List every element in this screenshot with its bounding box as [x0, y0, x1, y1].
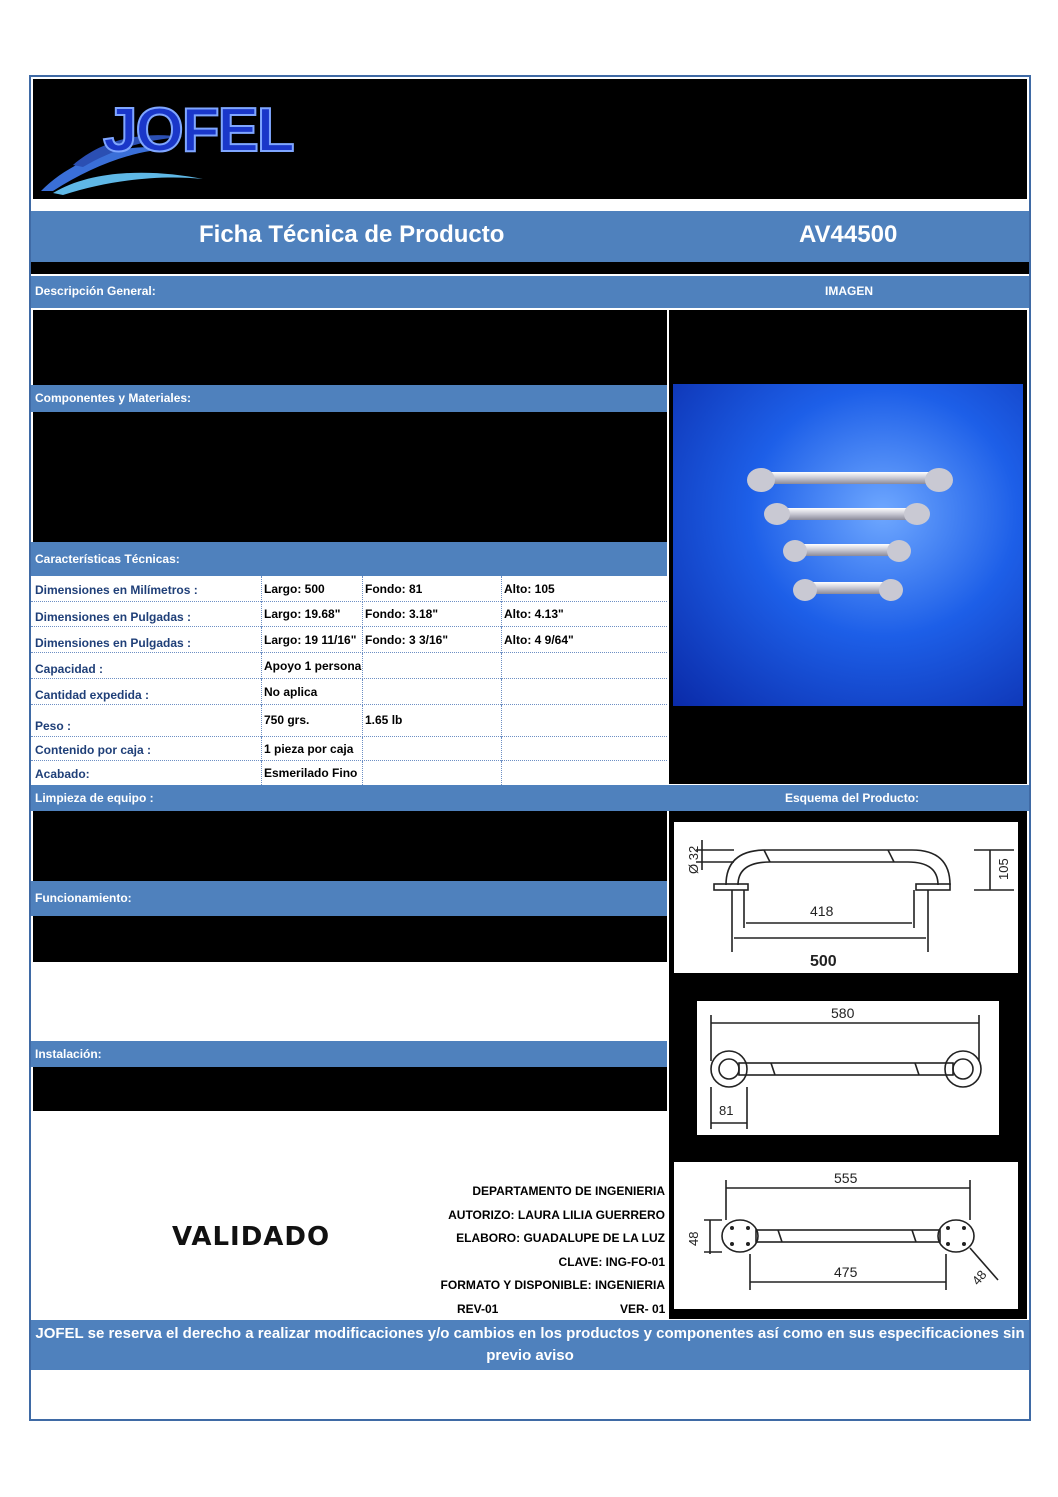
validado-stamp: VALIDADO: [172, 1222, 331, 1252]
spec-value: 750 grs.: [261, 705, 361, 737]
version-label: VER- 01: [620, 1302, 666, 1316]
limpieza-content: [33, 811, 667, 881]
section-header-instalacion: [31, 1041, 667, 1067]
spec-value: 1 pieza por caja: [261, 737, 361, 761]
spec-value: 1.65 lb: [362, 705, 500, 737]
table-row: [31, 679, 667, 705]
svg-text:48: 48: [968, 1267, 990, 1288]
disclaimer-band: [31, 1320, 1029, 1370]
spec-label: Capacidad :: [35, 662, 104, 676]
spec-value: Largo: 19.68": [261, 602, 361, 627]
label-funcionamiento: Funcionamiento:: [35, 891, 132, 905]
label-descripcion: Descripción General:: [35, 284, 156, 298]
spec-label: Dimensiones en Milímetros :: [35, 583, 198, 597]
side-view-svg: [674, 822, 1018, 973]
top-view-drawing: [697, 1001, 999, 1135]
svg-text:48: 48: [686, 1231, 701, 1246]
drawings-column: [669, 811, 1027, 1319]
validation-line: CLAVE: ING-FO-01: [558, 1255, 665, 1269]
label-imagen: IMAGEN: [825, 284, 873, 298]
spec-label: Dimensiones en Pulgadas :: [35, 636, 192, 650]
componentes-content: [33, 412, 667, 542]
svg-text:580: 580: [831, 1005, 855, 1021]
validation-line: AUTORIZO: LAURA LILIA GUERRERO: [448, 1208, 665, 1222]
svg-text:105: 105: [996, 858, 1011, 880]
title-band: [31, 211, 1029, 262]
svg-text:475: 475: [834, 1264, 858, 1280]
spec-value: Alto: 4.13": [501, 602, 667, 627]
svg-text:555: 555: [834, 1170, 858, 1186]
revision-label: REV-01: [457, 1302, 499, 1316]
top-view-svg: [697, 1001, 999, 1135]
section-header-componentes: [31, 385, 667, 412]
base-view-svg: [674, 1162, 1018, 1309]
section-header-funcionamiento: [31, 881, 667, 916]
funcionamiento-content: [33, 916, 667, 962]
spec-value: Fondo: 3 3/16": [362, 627, 500, 653]
table-row: [31, 653, 667, 679]
spec-value: [501, 737, 667, 761]
table-row: [31, 602, 667, 627]
spec-value: Esmerilado Fino: [261, 761, 361, 785]
spec-value: [362, 679, 500, 705]
spec-label: Dimensiones en Pulgadas :: [35, 610, 192, 624]
divider-strip: [31, 262, 1029, 274]
side-view-drawing: [674, 822, 1018, 973]
svg-text:418: 418: [810, 903, 834, 919]
label-esquema: Esquema del Producto:: [785, 791, 920, 805]
instalacion-content: [33, 1067, 667, 1111]
product-photo: [673, 384, 1023, 706]
spec-value: Alto: 4 9/64": [501, 627, 667, 653]
spec-value: Fondo: 3.18": [362, 602, 500, 627]
jofel-logo: [33, 79, 323, 199]
spec-value: Largo: 19 11/16": [261, 627, 361, 653]
table-row: [31, 761, 667, 785]
svg-text:500: 500: [810, 953, 837, 970]
product-code: AV44500: [799, 221, 898, 248]
section-header-caracteristicas: [31, 542, 667, 576]
section-header-limpieza: [31, 785, 1029, 811]
page-title: Ficha Técnica de Producto: [199, 221, 505, 248]
spec-value: Alto: 105: [501, 576, 667, 602]
table-row: [31, 737, 667, 761]
logo-text: JOFEL: [103, 96, 293, 165]
svg-text:Ø 32: Ø 32: [686, 845, 701, 874]
label-caracteristicas: Características Técnicas:: [35, 552, 180, 566]
label-componentes: Componentes y Materiales:: [35, 391, 192, 405]
logo-header: [33, 79, 1027, 199]
spec-value: [362, 761, 500, 785]
base-view-drawing: [674, 1162, 1018, 1309]
spec-value: Fondo: 81: [362, 576, 500, 602]
spec-label: Contenido por caja :: [35, 743, 152, 757]
disclaimer-line-1: JOFEL se reserva el derecho a realizar modificaciones y/o cambios en los productos y componentes así como en sus especificaciones sin: [35, 1325, 1025, 1342]
grab-bars-image: [673, 384, 1023, 706]
table-row: [31, 705, 667, 737]
spec-value: [362, 737, 500, 761]
validation-line: FORMATO Y DISPONIBLE: INGENIERIA: [440, 1278, 665, 1292]
spec-value: [501, 705, 667, 737]
table-row: [31, 627, 667, 653]
spec-value: [501, 653, 667, 679]
spec-value: [362, 653, 500, 679]
svg-text:81: 81: [719, 1103, 734, 1118]
validation-line: DEPARTAMENTO DE INGENIERIA: [472, 1184, 665, 1198]
spec-value: No aplica: [261, 679, 361, 705]
descripcion-content: [33, 310, 667, 385]
spec-value: Apoyo 1 persona: [261, 653, 361, 679]
specs-table: [31, 576, 667, 785]
disclaimer-line-2: previo aviso: [486, 1347, 574, 1364]
section-header-descripcion: [31, 276, 1029, 308]
spec-label: Peso :: [35, 719, 72, 733]
table-row: [31, 576, 667, 602]
label-instalacion: Instalación:: [35, 1047, 102, 1061]
spec-value: Largo: 500: [261, 576, 361, 602]
validation-line: ELABORO: GUADALUPE DE LA LUZ: [456, 1231, 665, 1245]
spec-label: Acabado:: [35, 767, 90, 781]
label-limpieza: Limpieza de equipo :: [35, 791, 154, 805]
spec-value: [501, 761, 667, 785]
spec-value: [501, 679, 667, 705]
spec-label: Cantidad expedida :: [35, 688, 150, 702]
image-column: [669, 310, 1027, 784]
